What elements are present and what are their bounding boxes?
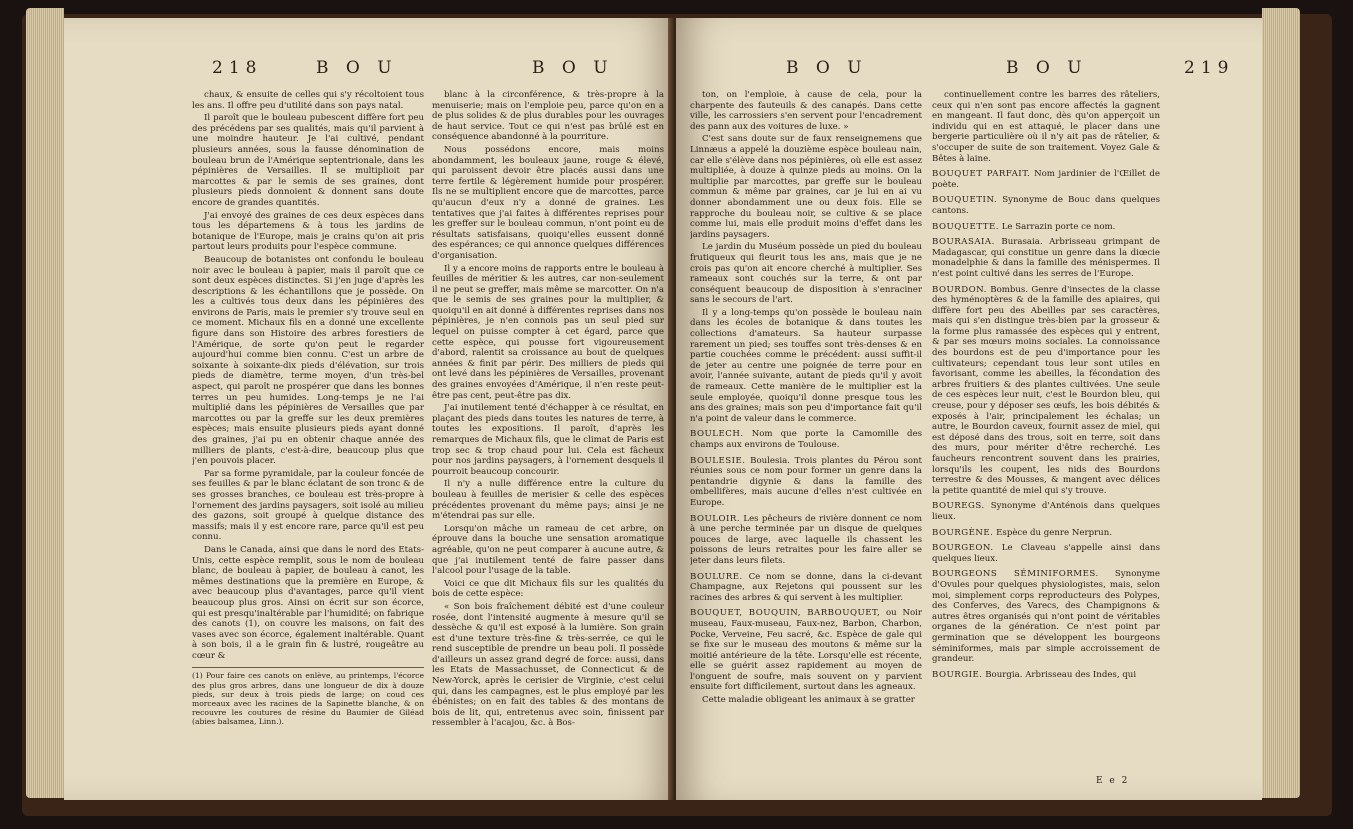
paragraph: Par sa forme pyramidale, par la couleur foncée de ses feuilles & par le blanc éclatant de son tronc & de ses grosses branches, ce bouleau est très-propre à l'ornement des jardins paysagers, soit isolé au milieu des gazons, soit groupé à quelque distance des massifs; mais il y est encore rare, parce qu'il est peu connu.	[192, 468, 424, 543]
entry-headword: BOURASAIA.	[932, 237, 995, 248]
right-column-1	[690, 90, 922, 790]
dictionary-entry	[932, 670, 1160, 681]
entry-text: Espèce du genre Nerprun.	[996, 527, 1112, 538]
page-edges-left	[26, 8, 64, 798]
entry-text: Nom jardinier de l'Œillet de poète.	[932, 169, 1160, 190]
entry-text: Le Claveau s'appelle ainsi dans quelques lieux.	[932, 543, 1160, 564]
entry-text: Le Sarrazin porte ce nom.	[1001, 221, 1116, 232]
dictionary-entry	[932, 543, 1160, 564]
entry-headword: BOURDON.	[932, 284, 987, 295]
right-running-head	[676, 58, 1262, 82]
paragraph: C'est sans doute sur de faux renseignemens que Linnæus a appelé la douzième espèce bouleau nain, car elle s'élève dans nos pépinières, où elle est assez multipliée, à douze à quinze pieds au moins. On la multiplie par marcottes, par greffe sur le bouleau commun & même par graines, car je lui en ai vu donner abondamment une ou deux fois. Elle se rapproche du bouleau noir, se cultive & se place comme lui, mais elle produit moins d'effet dans les jardins paysagers.	[690, 134, 922, 240]
paragraph: continuellement contre les barres des râteliers, ceux qui n'en sont pas encore affectés la gagnent en mangeant. Il faut donc, dès qu'on apperçoit un individu qui en est attaqué, le placer dans une bergerie particulière où il n'y ait pas de râtelier, & s'occuper de suite de son traitement. Voyez Gale & Bêtes à laine.	[932, 90, 1160, 164]
paragraph: Il y a encore moins de rapports entre le bouleau à feuilles de méritier & les autres, car non-seulement il ne peut se greffer, mais même se marcotter. On n'a que le semis de ses graines pour la multiplier, & quoiqu'il en ait donné à différentes reprises dans nos pépinières, je n'en connois pas un seul pied sur lequel on puisse compter à cet égard, parce que cette espèce, qui pousse fort vigoureusement d'abord, ralentit sa croissance au bout de quelques années & finit par périr. Des milliers de pieds qui ont levé dans les pépinières de Versailles, provenant des graines envoyées d'Amérique, il n'en reste peut-être pas cent, peut-être pas dix.	[432, 263, 664, 401]
dictionary-entry	[690, 456, 922, 509]
dictionary-entry	[690, 429, 922, 450]
paragraph: ton, on l'emploie, à cause de cela, pour la charpente des fauteuils & des canapés. Dans cette ville, les carrossiers s'en servent pour l'encadrement des pann aux des voitures de luxe. »	[690, 90, 922, 132]
entry-headword: BOUQUET, BOUQUIN, BARBOUQUET,	[690, 608, 881, 619]
left-running-head	[64, 58, 674, 82]
dictionary-entry	[690, 608, 922, 693]
dictionary-entry	[932, 569, 1160, 664]
entry-headword: BOURGEON.	[932, 543, 994, 554]
entry-headword: BOULOIR.	[690, 513, 741, 524]
dictionary-entry	[932, 169, 1160, 190]
paragraph: J'ai inutilement tenté d'échapper à ce résultat, en plaçant des pieds dans toutes les natures de terre, à toutes les expositions. Il paroît, d'après les remarques de Michaux fils, que le climat de Paris est trop sec & trop chaud pour lui. Cela est fâcheux pour nos jardins paysagers, à l'ornement desquels il pourroit beaucoup concourir.	[432, 403, 664, 477]
left-page	[64, 18, 674, 800]
paragraph: Cette maladie obligeant les animaux à se gratter	[702, 695, 915, 706]
entry-text: Burasaia. Arbrisseau grimpant de Madagascar, qui constitue un genre dans la diœcie monadelphie & dans la famille des ménispermes. Il n'est point cultivé dans les serres de l'Europe.	[932, 237, 1160, 279]
dictionary-entry	[690, 514, 922, 567]
entry-text: Les pêcheurs de rivière donnent ce nom à une perche terminée par un disque de quelques pouces de large, avec laquelle ils chassent les poissons de leurs retraites pour les faire aller se jeter dans leurs filets.	[690, 513, 922, 566]
running-head-title: B O U	[786, 58, 868, 78]
paragraph: « Son bois fraîchement débité est d'une couleur rosée, dont l'intensité augmente à mesure qu'il se dessèche & qu'il est exposé à la lumière. Son grain est d'une texture très-fine & très-serrée, ce qui le rend susceptible de prendre un beau poli. Il possède d'ailleurs un assez grand degré de force: aussi, dans les Etats de Massachusset, de Connecticut & de New-Yorck, après le cerisier de Virginie, c'est celui qui, dans les campagnes, est le plus employé par les ébénistes; on en fait des tables & des montans de bois de lit, qui, entretenus avec soin, finissent par ressembler à l'acajou, &c. à Bos-	[432, 601, 664, 729]
dictionary-entry	[932, 222, 1160, 233]
entry-headword: BOUREGS.	[932, 501, 985, 512]
paragraph: chaux, & ensuite de celles qui s'y récoltoient tous les ans. Il offre peu d'utilité dans son pays natal.	[192, 90, 424, 111]
entry-headword: BOULURE.	[690, 571, 743, 582]
entry-headword: BOUQUETTE.	[932, 221, 999, 232]
paragraph: Lorsqu'on mâche un rameau de cet arbre, on éprouve dans la bouche une sensation aromatique agréable, qu'on ne peut comparer à aucune autre, & que j'ai inutilement tenté de faire passer dans l'alcool pour l'usage de la table.	[432, 523, 664, 577]
paragraph: Il n'y a nulle différence entre la culture du bouleau à feuilles de merisier & celle des espèces précédentes provenant du même pays; ainsi je ne m'étendrai pas sur elle.	[432, 479, 664, 522]
dictionary-entry	[932, 195, 1160, 216]
entry-headword: BOULESIE.	[690, 455, 746, 466]
entry-text: Nom que porte la Camomille des champs aux environs de Toulouse.	[690, 429, 922, 450]
left-column-2	[432, 90, 664, 790]
paragraph: blanc à la circonférence, & très-propre à la menuiserie; mais on l'emploie peu, parce qu'on en a de plus solides & de plus durables pour les ouvrages de haut service. Tout ce qui n'est pas brûlé est en conséquence abandonné à la pourriture.	[432, 90, 664, 143]
paragraph: Beaucoup de botanistes ont confondu le bouleau noir avec le bouleau à papier, mais il paroît que ce sont deux espèces distinctes. Si j'en juge d'après les descriptions & les échantillons que je possède. On les a cultivés tous deux dans les pépinières des environs de Paris, mais le premier s'y trouve seul en ce moment. Michaux fils en a donné une excellente figure dans son Histoire des arbres forestiers de l'Amérique, de sorte qu'on peut le regarder aujourd'hui comme bien connu. C'est un arbre de soixante à soixante-dix pieds d'élévation, sur trois pieds de diamètre, terme moyen, d'un très-bel aspect, qui paroît ne prospérer que dans les bonnes terres un peu humides. Long-temps je ne l'ai multiplié dans les pépinières de Versailles que par marcottes ou par la greffe sur les deux premières espèces; mais ensuite plusieurs pieds ayant donné des graines, j'ai pu en obtenir chaque année des milliers de plants, c'est-à-dire, beaucoup plus que j'en pouvois placer.	[192, 254, 424, 467]
entry-headword: BOULECH.	[690, 429, 744, 440]
paragraph: Il y a long-temps qu'on possède le bouleau nain dans les écoles de botanique & dans toutes les collections d'amateurs. Sa hauteur surpasse rarement un pied; ses touffes sont très-denses & en partie couchées comme le précédent: aussi suffit-il de jeter au centre une poignée de terre pour en avoir, l'année suivante, autant de pieds qu'il y avoit de rameaux. Cette manière de le multiplier est la seule employée, quoiqu'il donne presque tous les ans des graines; mais son peu d'importance fait qu'il n'a point de valeur dans le commerce.	[690, 307, 922, 424]
entry-headword: BOURGEONS SÉMINIFORMES.	[932, 569, 1099, 580]
right-column-2	[932, 90, 1160, 790]
dictionary-entry	[932, 528, 1160, 539]
running-head-title: B O U	[316, 58, 398, 78]
entry-headword: BOUQUET PARFAIT.	[932, 169, 1031, 180]
page-edges-right	[1262, 8, 1300, 798]
entry-text: Bombus. Genre d'insectes de la classe des hyménoptères & de la famille des apiaires, qui diffère fort peu des Abeilles par ses caractères, mais qui s'en distingue très-bien par la grosseur & la forme plus ramassée des espèces qui y entrent, & par ses mœurs moins sociales. La connoissance des bourdons est de peu d'importance pour les cultivateurs; cependant tous leur sont utiles en favorisant, comme les abeilles, la fécondation des arbres fruitiers & des plantes cultivées. Une seule de ces espèces leur nuit, c'est le Bourdon bleu, qui creuse, pour y déposer ses œufs, les bois débités & exposés à l'air, principalement les échalas; un autre, le Bourdon caveux, fournit assez de miel, qui est déposé dans des trous, soit en terre, soit dans des murs, pour mériter d'être recherché. Les faucheurs rencontrent souvent dans les prairies, lorsqu'ils les coupent, les nids des Bourdons terrestre & des Mousses, & mangent avec délices la petite quantité de miel qui s'y trouve.	[932, 284, 1160, 496]
page-number: 219	[1184, 58, 1235, 78]
entry-text: Boulesia. Trois plantes du Pérou sont réunies sous ce nom pour former un genre dans la pentandrie digynie & dans la famille des ombellifères, mais aucune d'elles n'est cultivée en Europe.	[690, 455, 922, 508]
paragraph: Nous possédons encore, mais moins abondamment, les bouleaux jaune, rouge & élevé, qui paroissent devoir être placés aussi dans une terre fertile & légèrement humide pour prospérer. Ils ne se multiplient encore que de marcottes, parce qu'aucun d'eux n'y a donné de graines. Les tentatives que j'ai faites à différentes reprises pour les greffer sur le bouleau commun, n'ont point eu de résultats satisfaisans, quoiqu'elles eussent donné des espérances; ce qui annonce quelques différences d'organisation.	[432, 144, 664, 261]
signature-mark: E e 2	[1096, 776, 1130, 786]
dictionary-entry	[932, 501, 1160, 522]
entry-text: ou Noir museau, Faux-museau, Faux-nez, Barbon, Charbon, Pocke, Verveine, Feu sacré, &c. Espèce de gale qui se fixe sur le museau des moutons & même sur la moitié antérieure de la tête. Lorsqu'elle est récente, elle se guérit assez rapidement au moyen de l'onguent de soufre, mais souvent on y parvient ensuite fort difficilement, surtout dans les agneaux.	[690, 608, 922, 693]
entry-text: Bourgia. Arbrisseau des Indes, qui	[985, 669, 1137, 680]
entry-text: Synonyme d'Anténois dans quelques lieux.	[932, 501, 1160, 522]
entry-text: Ce nom se donne, dans la ci-devant Champagne, aux Rejetons qui poussent sur les racines des arbres & qui servent à les multiplier.	[690, 571, 922, 603]
paragraph: Le jardin du Muséum possède un pied du bouleau frutiqueux qui fleurit tous les ans, mais que je ne crois pas qu'on ait encore cherché à multiplier. Ses rameaux sont couchés sur la terre, & ont par conséquent beaucoup de disposition à s'enraciner sans le secours de l'art.	[690, 242, 922, 306]
dictionary-entry	[932, 285, 1160, 497]
paragraph: Voici ce que dit Michaux fils sur les qualités du bois de cette espèce:	[432, 578, 664, 600]
paragraph: Dans le Canada, ainsi que dans le nord des Etats-Unis, cette espèce remplit, sous le nom de bouleau blanc, de bouleau à papier, de bouleau à canot, les mêmes destinations que la première en Europe, & avec beaucoup plus d'avantages, parce qu'il vient beaucoup plus gros. Ainsi on écrit sur son écorce, qui est presqu'inaltérable par l'humidité; on fabrique des canots (1), on couvre les maisons, on fait des vases avec son écorce, également inaltérable. Quant à son bois, il a le grain fin & lustré, rougeâtre au cœur &	[192, 544, 424, 661]
running-head-title: B O U	[1006, 58, 1088, 78]
entry-text: Synonyme d'Ovules pour quelques physiologistes, mais, selon moi, simplement corps reproducteurs des Polypes, des Conferves, des Varecs, des Champignons & autres êtres organisés qui n'ont point de véritables organes de la génération. Ce n'est point par germination que se développent les bourgeons séminiformes, mais par simple accroissement de grandeur.	[932, 569, 1160, 665]
entry-headword: BOUQUETIN.	[932, 195, 998, 206]
entry-headword: BOURGÈNE.	[932, 527, 994, 538]
paragraph: Il paroît que le bouleau pubescent diffère fort peu des précédens par ses qualités, mais qu'il parvient à une moindre hauteur. Je l'ai cultivé, pendant plusieurs années, sous la fausse dénomination de bouleau brun de l'Amérique septentrionale, dans les pépinières de Versailles. Il se multiplioit par marcottes & par le semis de ses graines, dont plusieurs pieds donnoient & donnent sans doute encore de grandes quantités.	[192, 113, 424, 208]
paragraph: J'ai envoyé des graines de ces deux espèces dans tous les départemens & à tous les jardins de botanique de l'Europe, mais je crains qu'on ait pris partout leurs produits pour l'espèce commune.	[192, 210, 424, 253]
right-page	[676, 18, 1262, 800]
footnote: (1) Pour faire ces canots on enlève, au printemps, l'écorce des plus gros arbres, dans une longueur de dix à douze pieds, sur deux à trois pieds de large; on coud ces morceaux avec les racines de la Sapinette blanche, & on recouvre les coutures de résine du Baumier de Giléad (abies balsamea, Linn.).	[192, 667, 424, 726]
entry-headword: BOURGIE.	[932, 669, 983, 680]
entry-text: Synonyme de Bouc dans quelques cantons.	[932, 195, 1160, 216]
dictionary-entry	[690, 572, 922, 604]
left-column-1	[192, 90, 424, 790]
dictionary-entry	[932, 237, 1160, 279]
running-head-title: B O U	[532, 58, 614, 78]
page-number: 218	[212, 58, 263, 78]
